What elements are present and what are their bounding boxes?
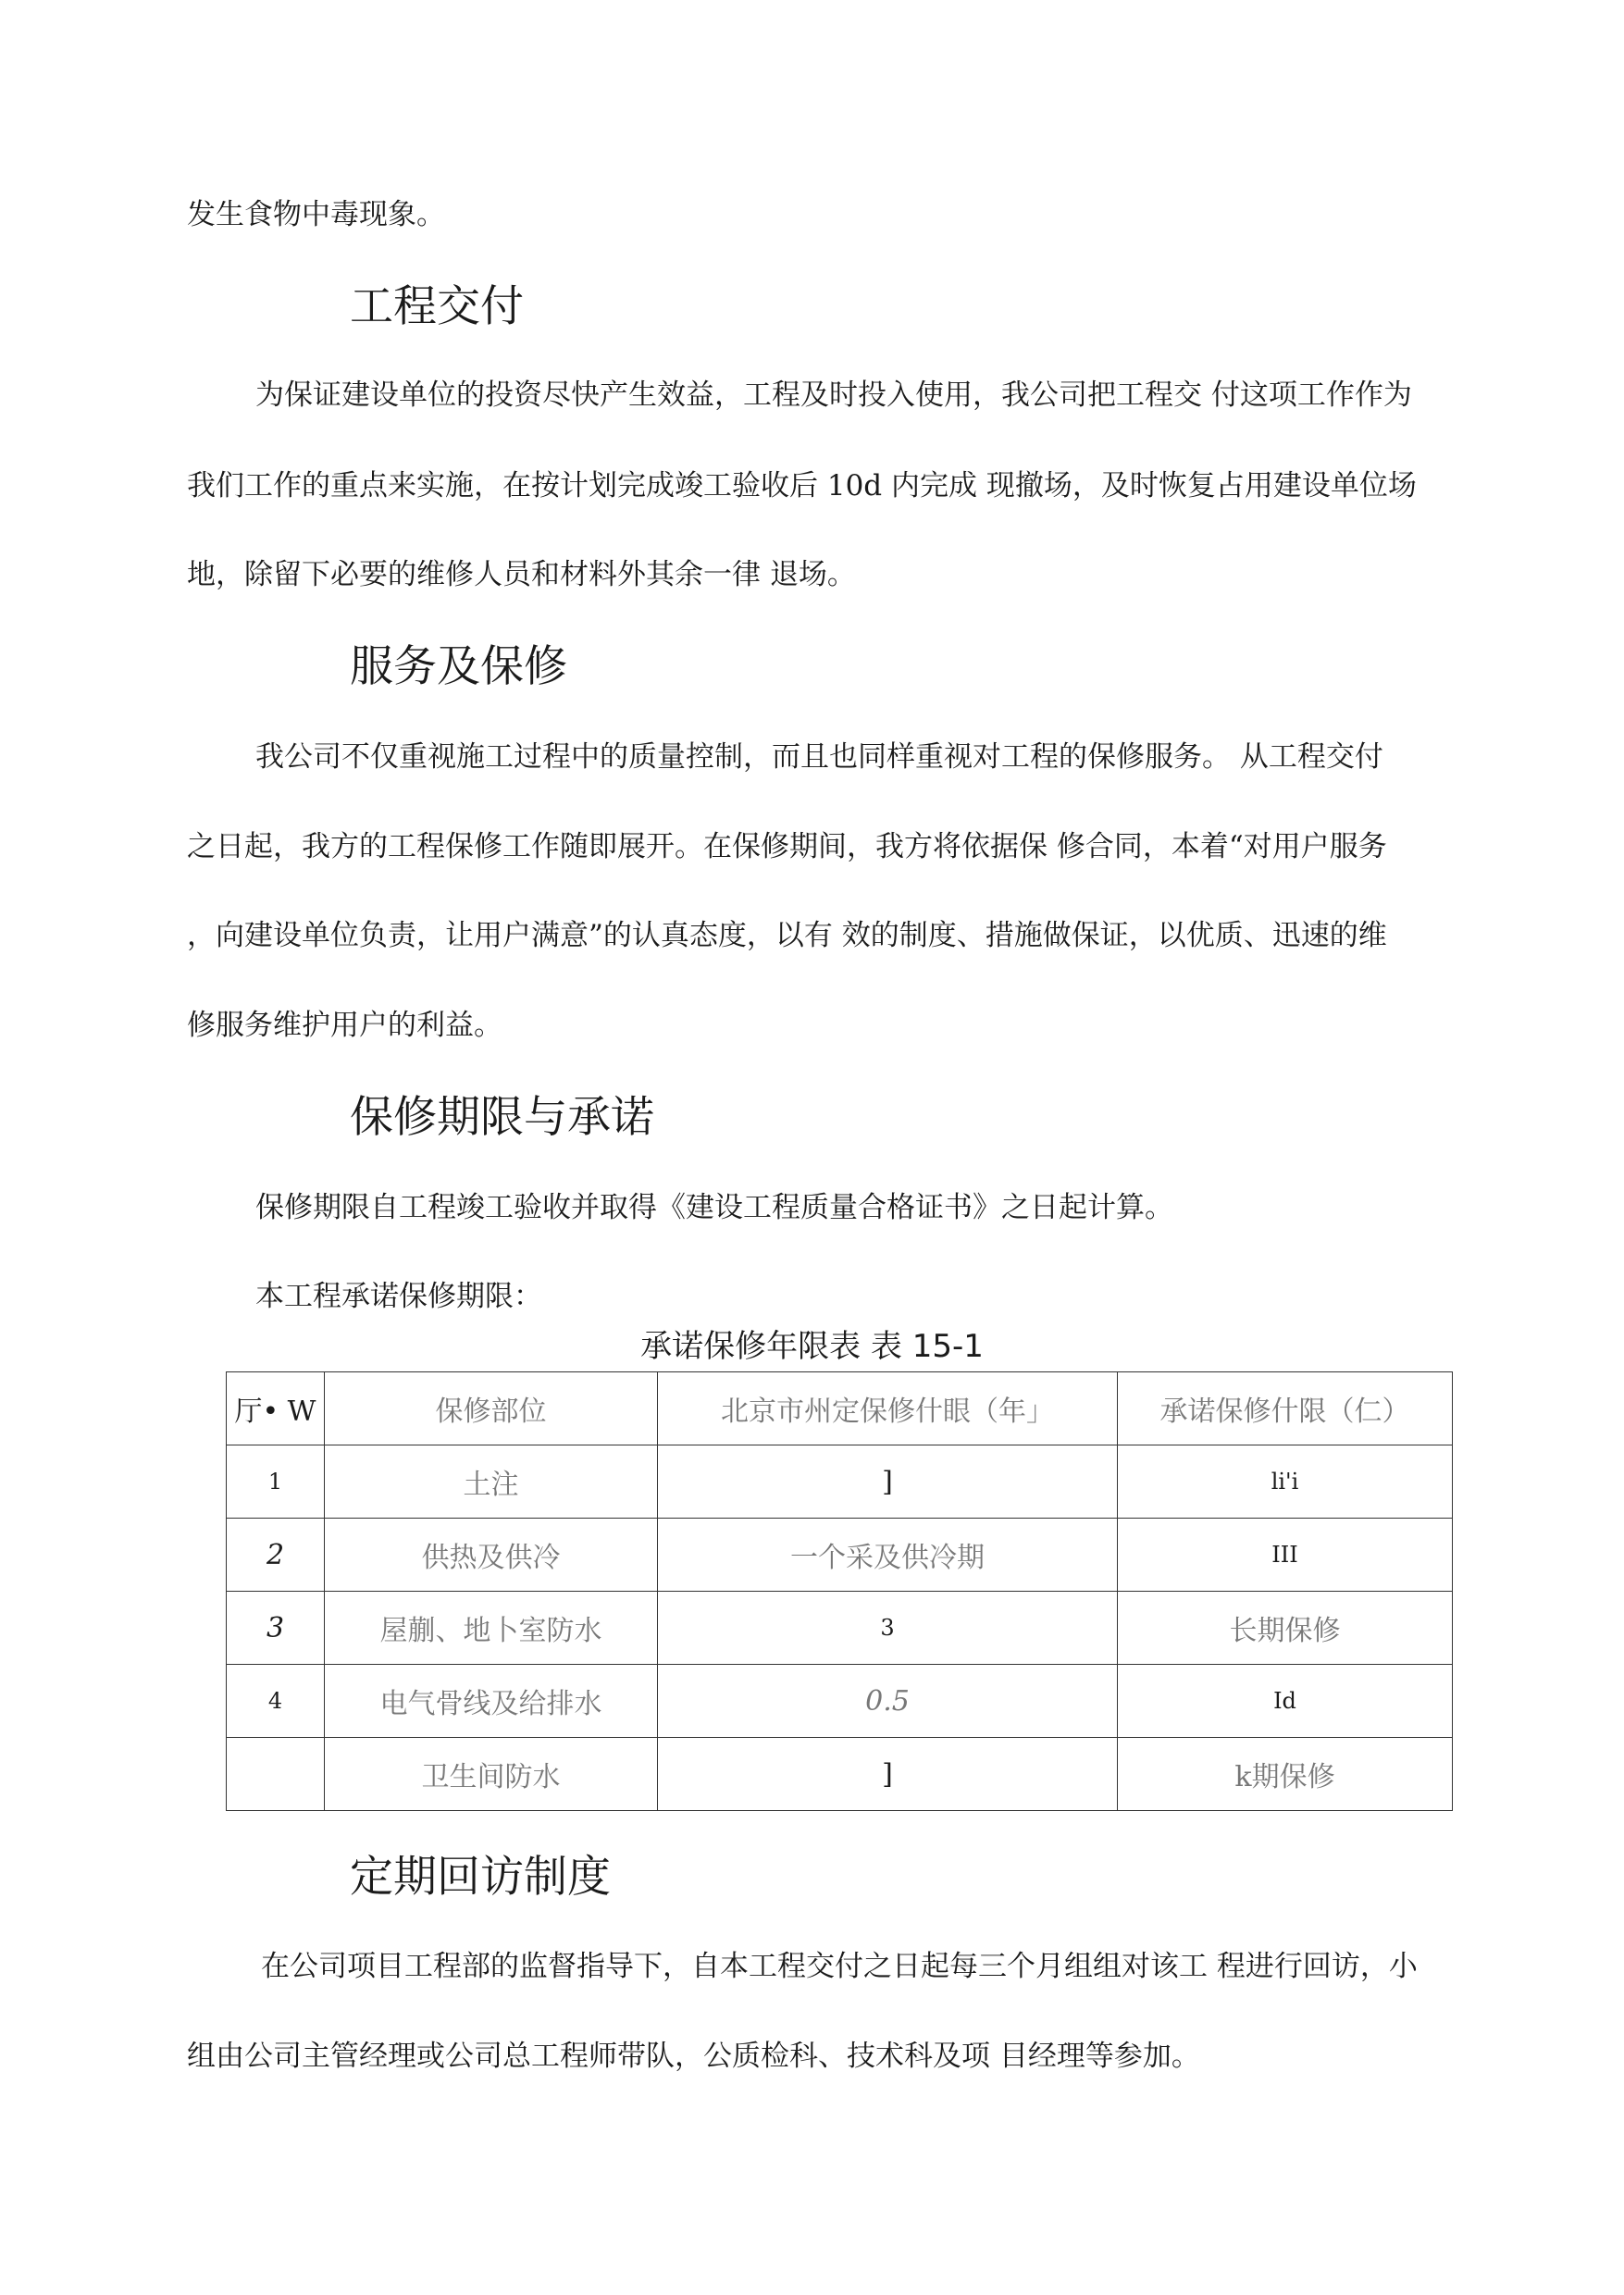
table-cell: 2 [227,1519,325,1592]
table-header-row [227,1372,1453,1445]
heading-delivery: 工程交付 [350,281,524,332]
table-header-cell: 厅• W [227,1372,325,1445]
intro-paragraph-tail: 发生食物中毒现象。 [187,198,445,231]
table-header-cell: 保修部位 [325,1372,658,1445]
revisit-line-2: 组由公司主管经理或公司总工程师带队，公质检科、技术科及项 目经理等参加。 [187,2040,1200,2073]
delivery-line-3: 地，除留下必要的维修人员和材料外其余一律 退场。 [187,558,856,591]
heading-service: 服务及保修 [350,641,567,692]
delivery-line-1: 为保证建设单位的投资尽快产生效益，工程及时投入使用，我公司把工程交 付这项工作作为 [255,378,1412,412]
table-cell: ] [658,1445,1118,1519]
table-cell: 土注 [325,1445,658,1519]
table-cell: 电气骨线及给排水 [325,1665,658,1738]
table-cell [227,1738,325,1811]
table-cell: 4 [227,1665,325,1738]
table-cell: li'i [1118,1445,1453,1519]
heading-warranty: 保修期限与承诺 [350,1092,654,1143]
table-cell: ] [658,1738,1118,1811]
service-line-2: 之日起，我方的工程保修工作随即展开。在保修期间，我方将依据保 修合同，本着“对用户服务 [187,830,1387,863]
warranty-line-2: 本工程承诺保修期限： [255,1280,542,1313]
table-cell: 卫生间防水 [325,1738,658,1811]
table-row [227,1519,1453,1592]
table-cell: 0.5 [658,1665,1118,1738]
service-line-3: ，向建设单位负责，让用户满意”的认真态度，以有 效的制度、措施做保证，以优质、迅速的维 [187,919,1387,952]
delivery-line-2: 我们工作的重点来实施，在按计划完成竣工验收后 10d 内完成 现撤场，及时恢复占用建设单位场 [187,469,1417,502]
table-cell: 屋蒯、地卜室防水 [325,1592,658,1665]
revisit-line-1: 在公司项目工程部的监督指导下，自本工程交付之日起每三个月组组对该工 程进行回访，小 [261,1950,1418,1983]
service-line-1: 我公司不仅重视施工过程中的质量控制，而且也同样重视对工程的保修服务。 从工程交付 [255,740,1383,774]
table-row [227,1665,1453,1738]
table-row [227,1738,1453,1811]
service-line-4: 修服务维护用户的利益。 [187,1009,502,1042]
table-cell: 供热及供冷 [325,1519,658,1592]
table-cell: III [1118,1519,1453,1592]
table-cell: Id [1118,1665,1453,1738]
warranty-line-1: 保修期限自工程竣工验收并取得《建设工程质量合格证书》之日起计算。 [255,1191,1173,1224]
table-cell: 3 [658,1592,1118,1665]
table-cell: 长期保修 [1118,1592,1453,1665]
table-header-cell: 北京市州定保修什眼（年」 [658,1372,1118,1445]
table-cell: 3 [227,1592,325,1665]
table-cell: 1 [227,1445,325,1519]
table-caption: 承诺保修年限表 表 15-1 [640,1328,984,1365]
table-cell: k期保修 [1118,1738,1453,1811]
table-header-cell: 承诺保修什限（仁） [1118,1372,1453,1445]
table-row [227,1445,1453,1519]
warranty-table [226,1371,1453,1811]
table-row [227,1592,1453,1665]
table-cell: 一个采及供冷期 [658,1519,1118,1592]
heading-revisit: 定期回访制度 [350,1852,611,1903]
